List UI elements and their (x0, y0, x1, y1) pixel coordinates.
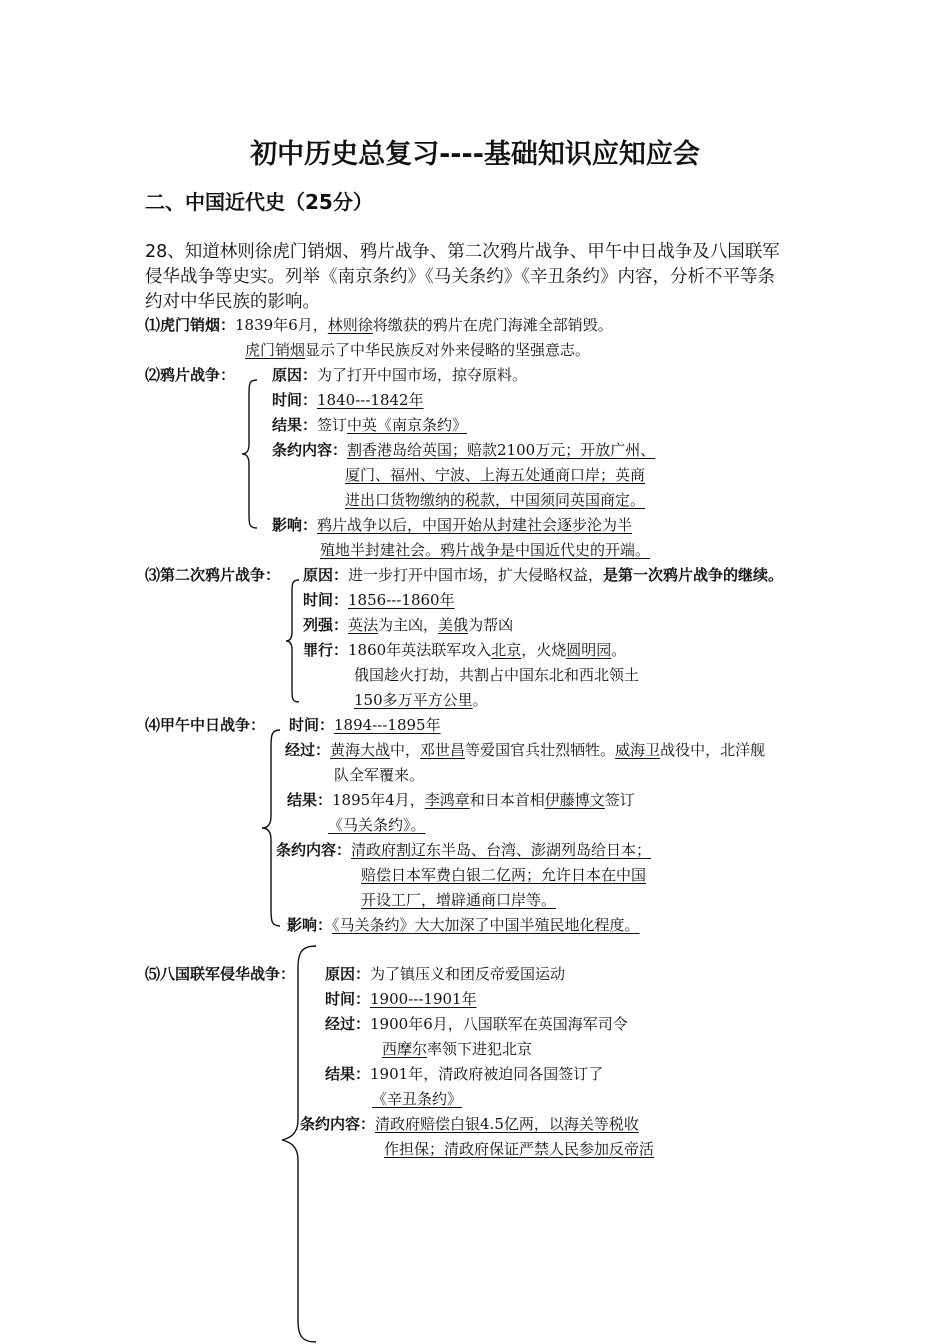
person-seymour: 西摩尔 (382, 1040, 428, 1058)
text: 鸦片战争以后，中国开始从封建社会逐步沦为半 (317, 516, 633, 534)
brace (280, 944, 320, 1344)
text: 进一步打开中国市场，扩大侵略权益， (348, 566, 604, 584)
text: 《马关条约》大大加深了中国半殖民地化程度。 (332, 916, 640, 934)
item-label-second-opium-war: ⑶第二次鸦片战争： (145, 566, 281, 584)
text: 显示了中华民族反对外来侵略的坚强意志。 (305, 341, 591, 359)
text: 北京 (491, 641, 522, 659)
text: 和日本首相 (469, 791, 545, 809)
text: 等爱国官兵壮烈牺牲。 (465, 741, 616, 759)
text: 1860年英法联军攻入 (348, 641, 492, 659)
field-label: 条约内容： (300, 1115, 376, 1133)
event-humen: 虎门销烟 (245, 341, 306, 359)
sj-treaty-3: 开设工厂，增辟通商口岸等。 (361, 891, 557, 909)
text: 签订 (604, 791, 635, 809)
intro-line-3: 约对中华民族的影响。 (145, 292, 320, 312)
field-label: 原因： (325, 965, 371, 983)
text: 1856---1860年 (348, 591, 455, 609)
en-time (325, 988, 477, 1009)
brace (260, 728, 284, 928)
text: 1900---1901年 (370, 990, 477, 1008)
text: 美俄 (438, 616, 469, 634)
text: 邓世昌 (420, 741, 466, 759)
second-powers (303, 614, 513, 635)
intro-line-2: 侵华战争等史实。列举《南京条约》《马关条约》《辛丑条约》内容，分析不平等条 (145, 267, 775, 287)
field-label: 条约内容： (276, 841, 352, 859)
text: 李鸿章 (424, 791, 470, 809)
item-label-eight-nation: ⑸八国联军侵华战争： (145, 965, 296, 983)
text: 为了打开中国市场，掠夺原料。 (317, 366, 528, 384)
text: 伊藤博文 (544, 791, 605, 809)
sj-treaty (276, 839, 651, 860)
en-cause (325, 963, 565, 984)
text: 割香港岛给英国；赔款2100万元；开放广州、 (347, 441, 656, 459)
opium-treaty-3: 进出口货物缴纳的税款，中国须同英国商定。 (345, 491, 646, 509)
second-time (303, 589, 455, 610)
item-label: ⑴虎门销烟： (145, 316, 236, 334)
field-label: 时间： (303, 591, 349, 609)
text: 150多万平方公里 (354, 691, 473, 709)
field-label: 罪行： (303, 641, 349, 659)
text: 中， (390, 741, 421, 759)
text: 签订 (317, 416, 348, 434)
sj-course-2: 队全军覆来。 (334, 766, 425, 784)
sj-result (287, 789, 635, 810)
sj-treaty-2: 赔偿日本军费白银二亿两；允许日本在中国 (361, 866, 647, 884)
text: 战役中，北洋舰 (660, 741, 766, 759)
second-crime-2: 俄国趁火打劫，共割占中国东北和西北领土 (354, 666, 640, 684)
field-label: 结果： (325, 1065, 371, 1083)
field-label: 结果： (272, 416, 318, 434)
sj-time (289, 714, 441, 735)
item-label-sino-japanese-war: ⑷甲午中日战争： (145, 716, 266, 734)
field-label: 原因： (303, 566, 349, 584)
text: 为了镇压义和团反帝爱国运动 (370, 965, 566, 983)
field-label: 经过： (285, 741, 331, 759)
text: 英法 (348, 616, 379, 634)
text: 。 (472, 691, 488, 709)
second-cause (303, 564, 783, 585)
brace (284, 578, 304, 704)
en-treaty-2: 作担保；清政府保证严禁人民参加反帝活 (384, 1140, 655, 1158)
text: 率领下进犯北京 (427, 1040, 533, 1058)
text: 清政府割辽东半岛、台湾、澎湖列岛给日本； (351, 841, 652, 859)
opium-treaty (272, 439, 655, 460)
intro-line-1: 28、知道林则徐虎门销烟、鸦片战争、第二次鸦片战争、甲午中日战争及八国联军 (145, 242, 780, 262)
opium-treaty-2: 厦门、福州、宁波、上海五处通商口岸；英商 (345, 466, 646, 484)
field-label: 条约内容： (272, 441, 348, 459)
treaty-nanjing: 中英《南京条约》 (347, 416, 468, 434)
text: 黄海大战 (330, 741, 391, 759)
opium-cause (272, 364, 527, 385)
field-label: 影响： (287, 916, 333, 934)
second-crime (303, 639, 626, 660)
field-label: 经过： (325, 1015, 371, 1033)
opium-impact (272, 514, 632, 535)
text: 是第一次鸦片战争的继续。 (603, 566, 784, 584)
text: 1901年，清政府被迫同各国签订了 (370, 1065, 604, 1083)
page-title: 初中历史总复习----基础知识应知应会 (250, 139, 700, 170)
text: 。 (611, 641, 627, 659)
field-label: 时间： (325, 990, 371, 1008)
text: 1894---1895年 (334, 716, 441, 734)
opium-impact-2: 殖地半封建社会。鸦片战争是中国近代史的开端。 (320, 541, 651, 559)
text: 威海卫 (615, 741, 661, 759)
text: 将缴获的鸦片在虎门海滩全部销毁。 (372, 316, 613, 334)
en-result-2: 《辛丑条约》 (372, 1090, 463, 1108)
sj-result-2: 《马关条约》。 (328, 816, 426, 834)
text: ，火烧 (521, 641, 567, 659)
field-label: 结果： (287, 791, 333, 809)
en-result (325, 1063, 603, 1084)
opium-time (272, 389, 424, 410)
brace (240, 378, 262, 530)
text: 1839年6月， (235, 316, 328, 334)
second-crime-3 (354, 689, 488, 710)
field-label: 影响： (272, 516, 318, 534)
opium-result (272, 414, 467, 435)
section-heading: 二、中国近代史（25分） (145, 190, 373, 214)
person-lin-zexu: 林则徐 (327, 316, 373, 334)
text: 1900年6月，八国联军在英国海军司令 (370, 1015, 628, 1033)
field-label: 时间： (289, 716, 335, 734)
text: 1895年4月， (332, 791, 425, 809)
text: 圆明园 (566, 641, 612, 659)
sj-course (285, 739, 765, 760)
humen-significance (245, 339, 590, 360)
sj-impact (287, 914, 640, 935)
text: 为主凶， (378, 616, 439, 634)
en-course-2 (382, 1038, 532, 1059)
en-course (325, 1013, 628, 1034)
text: 清政府赔偿白银4.5亿两，以海关等税收 (375, 1115, 639, 1133)
text: 1840---1842年 (317, 391, 424, 409)
item-label-opium-war: ⑵鸦片战争： (145, 366, 236, 384)
field-label: 时间： (272, 391, 318, 409)
field-label: 列强： (303, 616, 349, 634)
en-treaty (300, 1113, 639, 1134)
field-label: 原因： (272, 366, 318, 384)
item-humen (145, 314, 613, 335)
text: 为帮凶 (468, 616, 514, 634)
